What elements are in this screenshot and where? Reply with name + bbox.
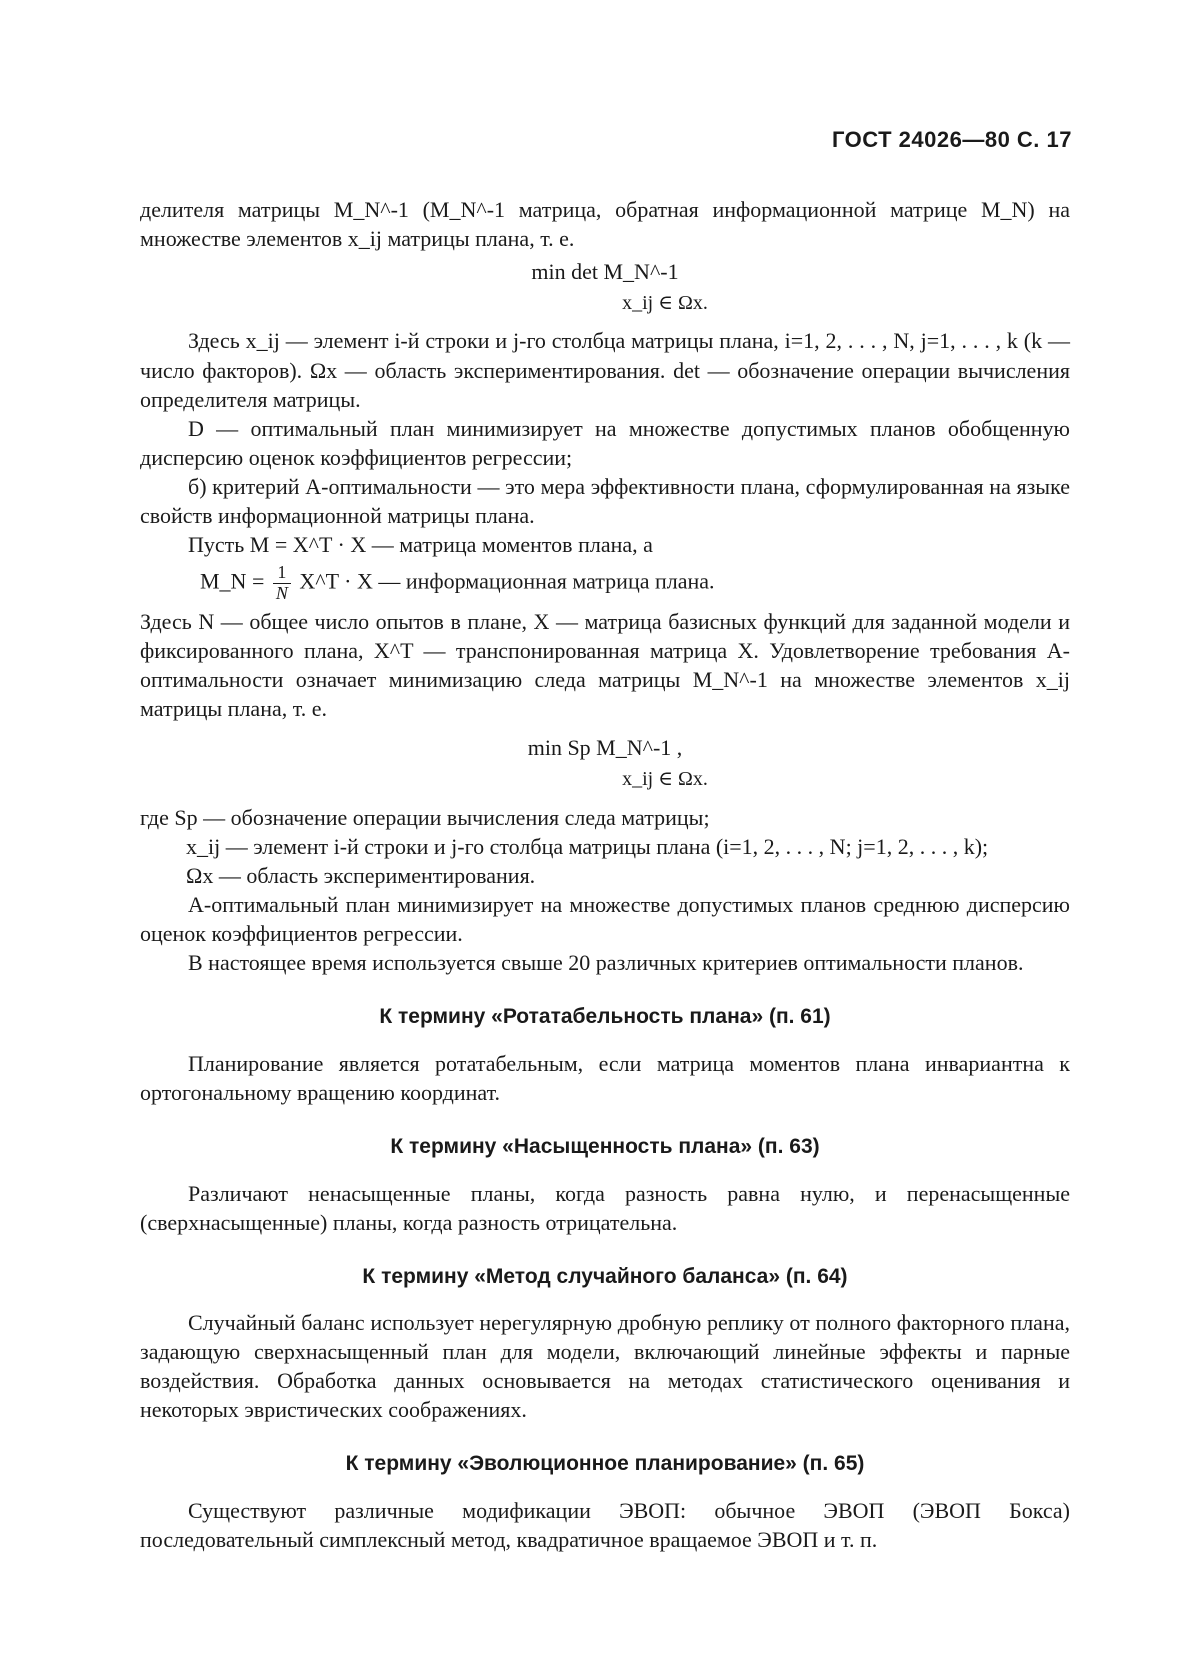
- formula-trace-subscript: x_ij ∈ Ωx.: [622, 768, 708, 791]
- paragraph: D — оптимальный план минимизирует на множестве допустимых планов обобщенную дисперсию оценок коэффициентов регрессии;: [140, 415, 1070, 470]
- section-heading: К термину «Насыщенность плана» (п. 63): [390, 1134, 820, 1158]
- formula-right: X^T · X — информационная матрица плана.: [299, 568, 715, 594]
- paragraph: Здесь N — общее число опытов в плане, X — матрица базисных функций для заданной модели и фиксированного плана, X^T — транспонированная матрица X. Удовлетворение требования A-оптимальности означает минимизацию следа матрицы M_N^-1 на множестве элементов x_ij матрицы плана, т. е.: [140, 609, 1070, 722]
- fraction-numerator: 1: [273, 563, 291, 584]
- page-body: [140, 195, 1070, 1554]
- paragraph: В настоящее время используется свыше 20 различных критериев оптимальности планов.: [188, 950, 1024, 976]
- section-heading: К термину «Ротатабельность плана» (п. 61): [379, 1005, 831, 1029]
- section-heading: К термину «Метод случайного баланса» (п. 64): [362, 1264, 848, 1288]
- paragraph: б) критерий A-оптимальности — это мера эффективности плана, сформулированная на языке свойств информационной матрицы плана.: [140, 473, 1070, 528]
- paragraph: x_ij — элемент i-й строки и j-го столбца матрицы плана (i=1, 2, . . . , N; j=1, 2, . . . , k);: [186, 833, 989, 859]
- formula-information-matrix: [140, 563, 1070, 604]
- section-text: Различают ненасыщенные планы, когда разность равна нулю, и перенасыщенные (сверхнасыщенные) планы, когда разность отрицательна.: [140, 1180, 1070, 1235]
- formula-left: M_N =: [200, 568, 265, 594]
- paragraph: делителя матрицы M_N^-1 (M_N^-1 матрица, обратная информационной матрице M_N) на множестве элементов x_ij матрицы плана, т. е.: [140, 197, 1070, 252]
- section-heading: К термину «Эволюционное планирование» (п. 65): [345, 1452, 865, 1476]
- paragraph: Здесь x_ij — элемент i-й строки и j-го столбца матрицы плана, i=1, 2, . . . , N, j=1, . . . , k (k — число факторов). Ωx — область экспериментирования. det — обозначение операции вычисления определителя матрицы.: [140, 328, 1070, 412]
- paragraph: Ωx — область экспериментирования.: [186, 862, 536, 888]
- paragraph: Пусть M = X^T · X — матрица моментов плана, а: [188, 531, 653, 557]
- section-text: Планирование является ротатабельным, если матрица моментов плана инвариантна к ортогональному вращению координат.: [140, 1050, 1070, 1105]
- fraction: [273, 563, 291, 604]
- formula-det-subscript: x_ij ∈ Ωx.: [622, 292, 708, 315]
- formula-det: min det M_N^-1: [531, 259, 679, 285]
- page-header: ГОСТ 24026—80 С. 17: [831, 127, 1072, 152]
- paragraph: где Sp — обозначение операции вычисления следа матрицы;: [140, 804, 710, 830]
- section-text: Существуют различные модификации ЭВОП: обычное ЭВОП (ЭВОП Бокса) последовательный симплексный метод, квадратичное вращаемое ЭВОП и т. п.: [140, 1498, 1070, 1553]
- fraction-denominator: N: [275, 582, 288, 603]
- formula-trace: min Sp M_N^-1 ,: [527, 735, 683, 761]
- section-text: Случайный баланс использует нерегулярную дробную реплику от полного факторного плана, задающую сверхнасыщенный план для модели, включающий линейные эффекты и парные воздействия. Обработка данных основывается на методах статистического оценивания и некоторых эвристических соображениях.: [140, 1310, 1070, 1423]
- paragraph: A-оптимальный план минимизирует на множестве допустимых планов среднюю дисперсию оценок коэффициентов регрессии.: [140, 891, 1070, 946]
